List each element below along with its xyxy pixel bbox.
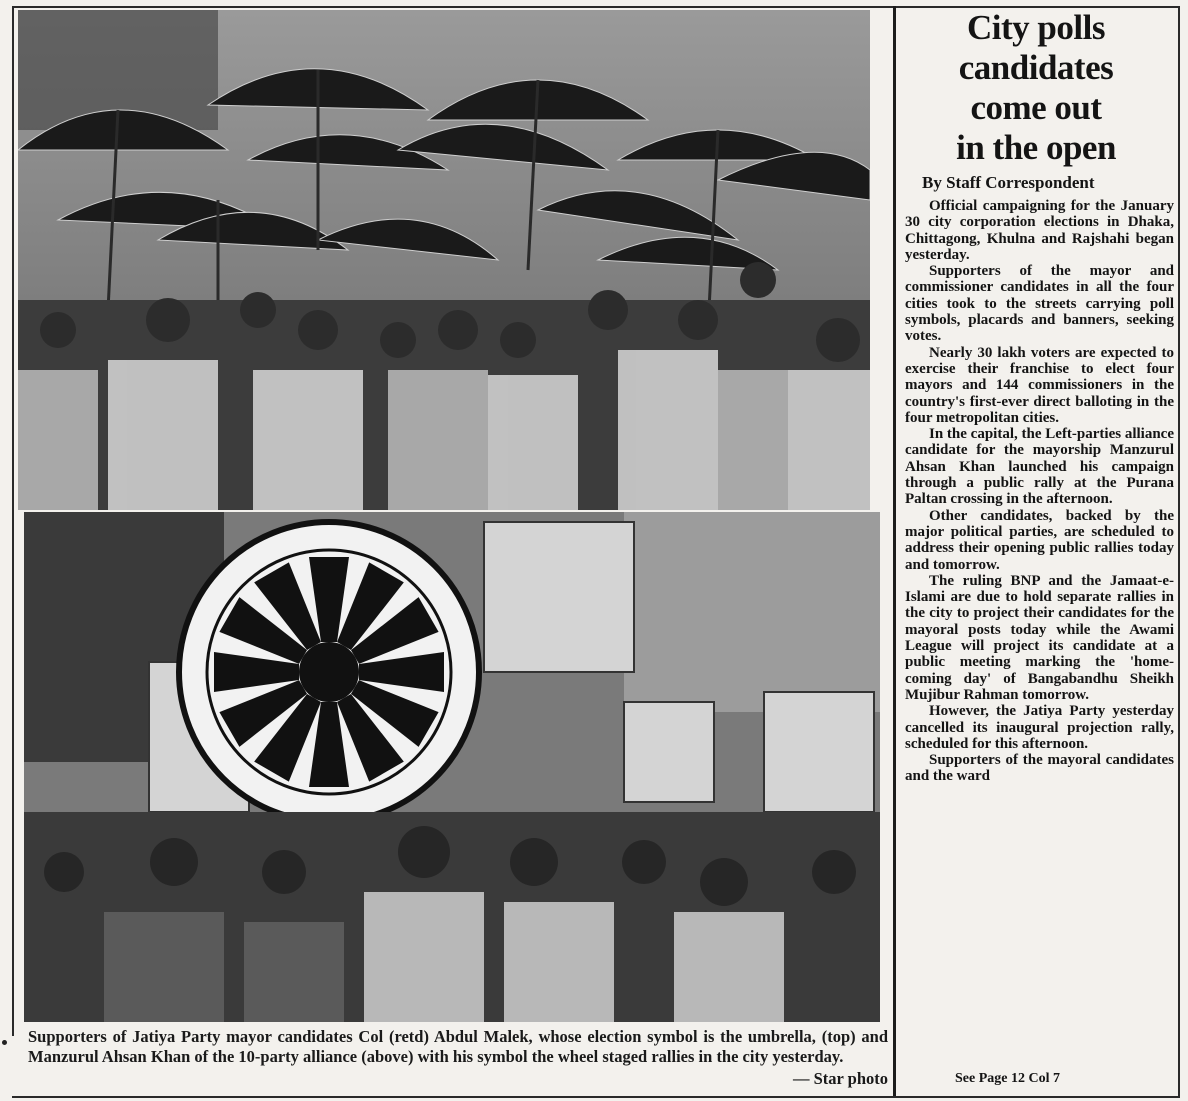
- wheel-symbol: [179, 522, 479, 822]
- headline: [906, 8, 1166, 168]
- caption-text: Supporters of Jatiya Party mayor candidates Col (retd) Abdul Malek, whose election symbol is the umbrella, (top) and Manzurul Ahsan Khan of the 10-party alliance (above) with his symbol the wheel staged rallies in the city yesterday.: [28, 1027, 888, 1066]
- photo-caption: [28, 1027, 888, 1088]
- article-body: [905, 198, 1174, 785]
- article-paragraph: The ruling BNP and the Jamaat-e-Islami are due to hold separate rallies in the city to project their candidates for the mayoral posts today while the Awami League will project its candidate at a public meeting marking the 'home-coming day' of Bangabandhu Sheikh Mujibur Rahman tomorrow.: [905, 572, 1174, 703]
- frame-rule-left: [12, 6, 14, 1036]
- article-paragraph: Nearly 30 lakh voters are expected to exercise their franchise to elect four mayors and 144 commissioners in the country's first-ever direct balloting in the four metropolitan cities.: [905, 344, 1174, 426]
- article-paragraph: Supporters of the mayoral candidates and the ward: [905, 752, 1174, 785]
- headline-line: City polls: [967, 8, 1105, 47]
- caption-bullet: [2, 1040, 7, 1045]
- continuation-note: See Page 12 Col 7: [955, 1071, 1060, 1086]
- headline-line: candidates: [958, 48, 1114, 87]
- headline-line: in the open: [956, 128, 1116, 167]
- frame-rule-bottom: [12, 1096, 1180, 1098]
- photo-umbrella-rally: [18, 10, 870, 510]
- article-paragraph: In the capital, the Left-parties alliance candidate for the mayorship Manzurul Ahsan Khan launched his campaign through a public rally at the Purana Paltan crossing in the afternoon.: [905, 426, 1174, 508]
- article-paragraph: However, the Jatiya Party yesterday cancelled its inaugural projection rally, scheduled for this afternoon.: [905, 703, 1174, 752]
- frame-rule-right: [1178, 6, 1180, 1096]
- headline-line: come out: [970, 88, 1102, 127]
- byline: By Staff Correspondent: [922, 173, 1095, 192]
- article-paragraph: Supporters of the mayor and commissioner candidates in all the four cities took to the streets carrying poll symbols, placards and banners, seeking votes.: [905, 263, 1174, 345]
- article-paragraph: Official campaigning for the January 30 city corporation elections in Dhaka, Chittagong, Khulna and Rajshahi began yesterday.: [905, 198, 1174, 263]
- article-paragraph: Other candidates, backed by the major political parties, are scheduled to address their opening public rallies today and tomorrow.: [905, 507, 1174, 573]
- photo-credit: — Star photo: [792, 1069, 888, 1088]
- photo-wheel-rally: [24, 512, 880, 1022]
- column-rule: [893, 6, 896, 1096]
